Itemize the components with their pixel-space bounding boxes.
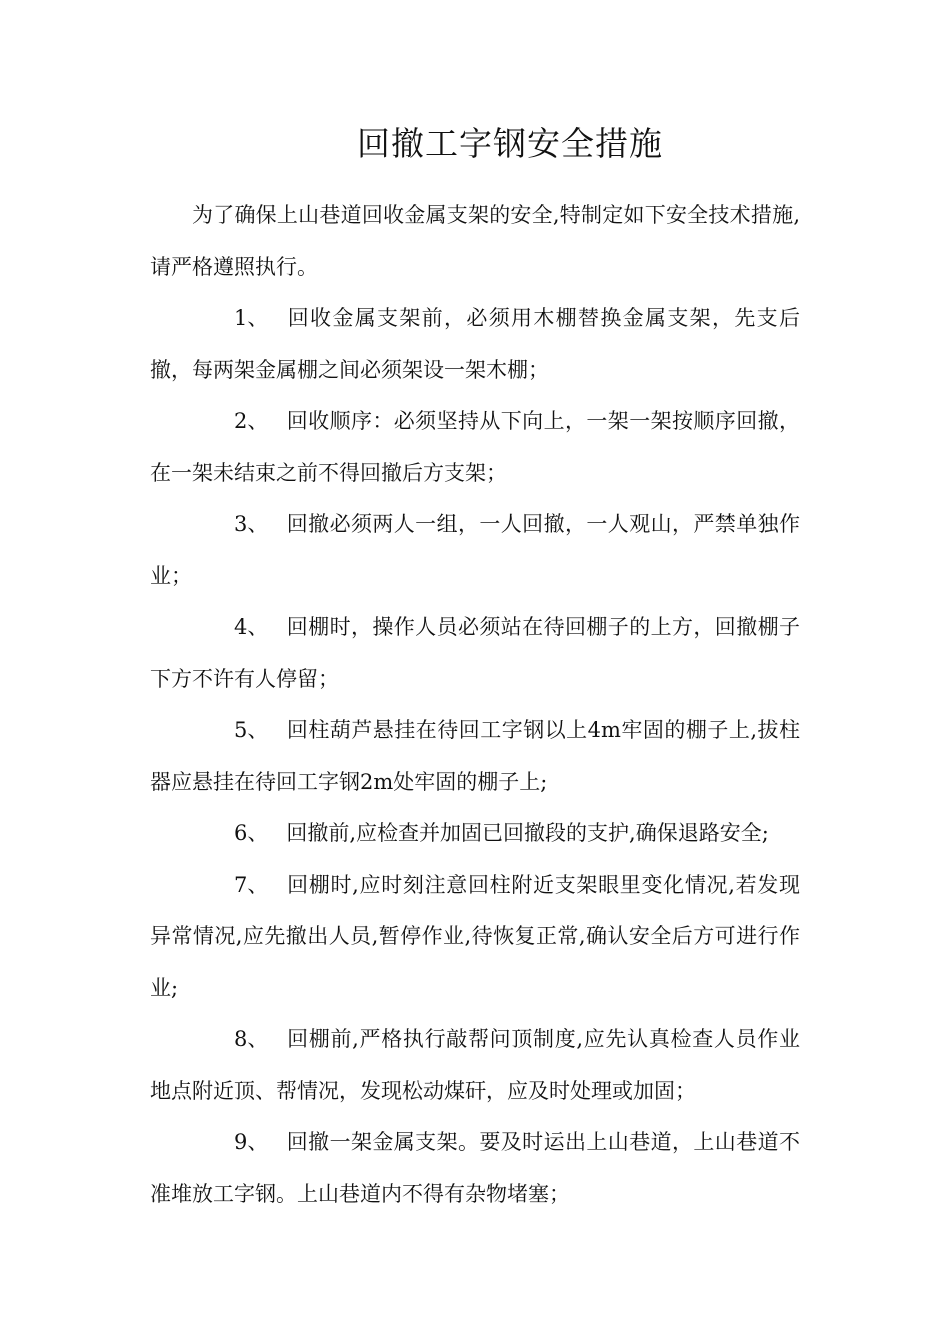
measure-item-4	[150, 602, 800, 705]
item-number: 3、	[234, 512, 269, 536]
intro-paragraph: 为了确保上山巷道回收金属支架的安全,特制定如下安全技术措施,请严格遵照执行。	[150, 203, 800, 279]
measure-item-8	[150, 1014, 800, 1117]
measure-item-7	[150, 860, 800, 1015]
measure-item-3	[150, 499, 800, 602]
measure-item-5	[150, 705, 800, 808]
item-text: 回收金属支架前，必须用木棚替换金属支架，先支后撤，每两架金属棚之间必须架设一架木棚；	[150, 306, 800, 382]
item-text: 回柱葫芦悬挂在待回工字钢以上4m牢固的棚子上,拔柱器应悬挂在待回工字钢2m处牢固的棚子上;	[150, 718, 800, 794]
item-number: 1、	[234, 306, 269, 330]
item-text: 回棚时,应时刻注意回柱附近支架眼里变化情况,若发现异常情况,应先撤出人员,暂停作业,待恢复正常,确认安全后方可进行作业;	[150, 872, 800, 1000]
item-text: 回撤必须两人一组，一人回撤，一人观山，严禁单独作业；	[150, 512, 800, 588]
item-text: 回收顺序：必须坚持从下向上，一架一架按顺序回撤，在一架未结束之前不得回撤后方支架；	[150, 409, 800, 485]
measure-item-2	[150, 396, 800, 499]
document-title: 回撤工字钢安全措施	[357, 124, 663, 163]
measure-item-9	[150, 1117, 800, 1220]
item-text: 回棚时，操作人员必须站在待回棚子的上方，回撤棚子下方不许有人停留；	[150, 615, 800, 691]
item-number: 5、	[234, 718, 269, 742]
item-text: 回棚前,严格执行敲帮问顶制度,应先认真检查人员作业地点附近顶、帮情况，发现松动煤矸，应及时处理或加固；	[150, 1027, 800, 1103]
item-number: 7、	[234, 872, 269, 897]
item-number: 9、	[234, 1130, 269, 1154]
item-text: 回撤一架金属支架。要及时运出上山巷道，上山巷道不准堆放工字钢。上山巷道内不得有杂物堵塞；	[150, 1130, 800, 1206]
measure-item-6	[150, 808, 800, 860]
item-number: 2、	[234, 409, 269, 433]
item-number: 8、	[234, 1027, 269, 1051]
item-number: 6、	[234, 821, 269, 845]
document-body	[150, 190, 800, 1220]
item-number: 4、	[234, 615, 269, 639]
measure-item-1	[150, 293, 800, 396]
item-text: 回撤前,应检查并加固已回撤段的支护,确保退路安全;	[286, 821, 769, 845]
